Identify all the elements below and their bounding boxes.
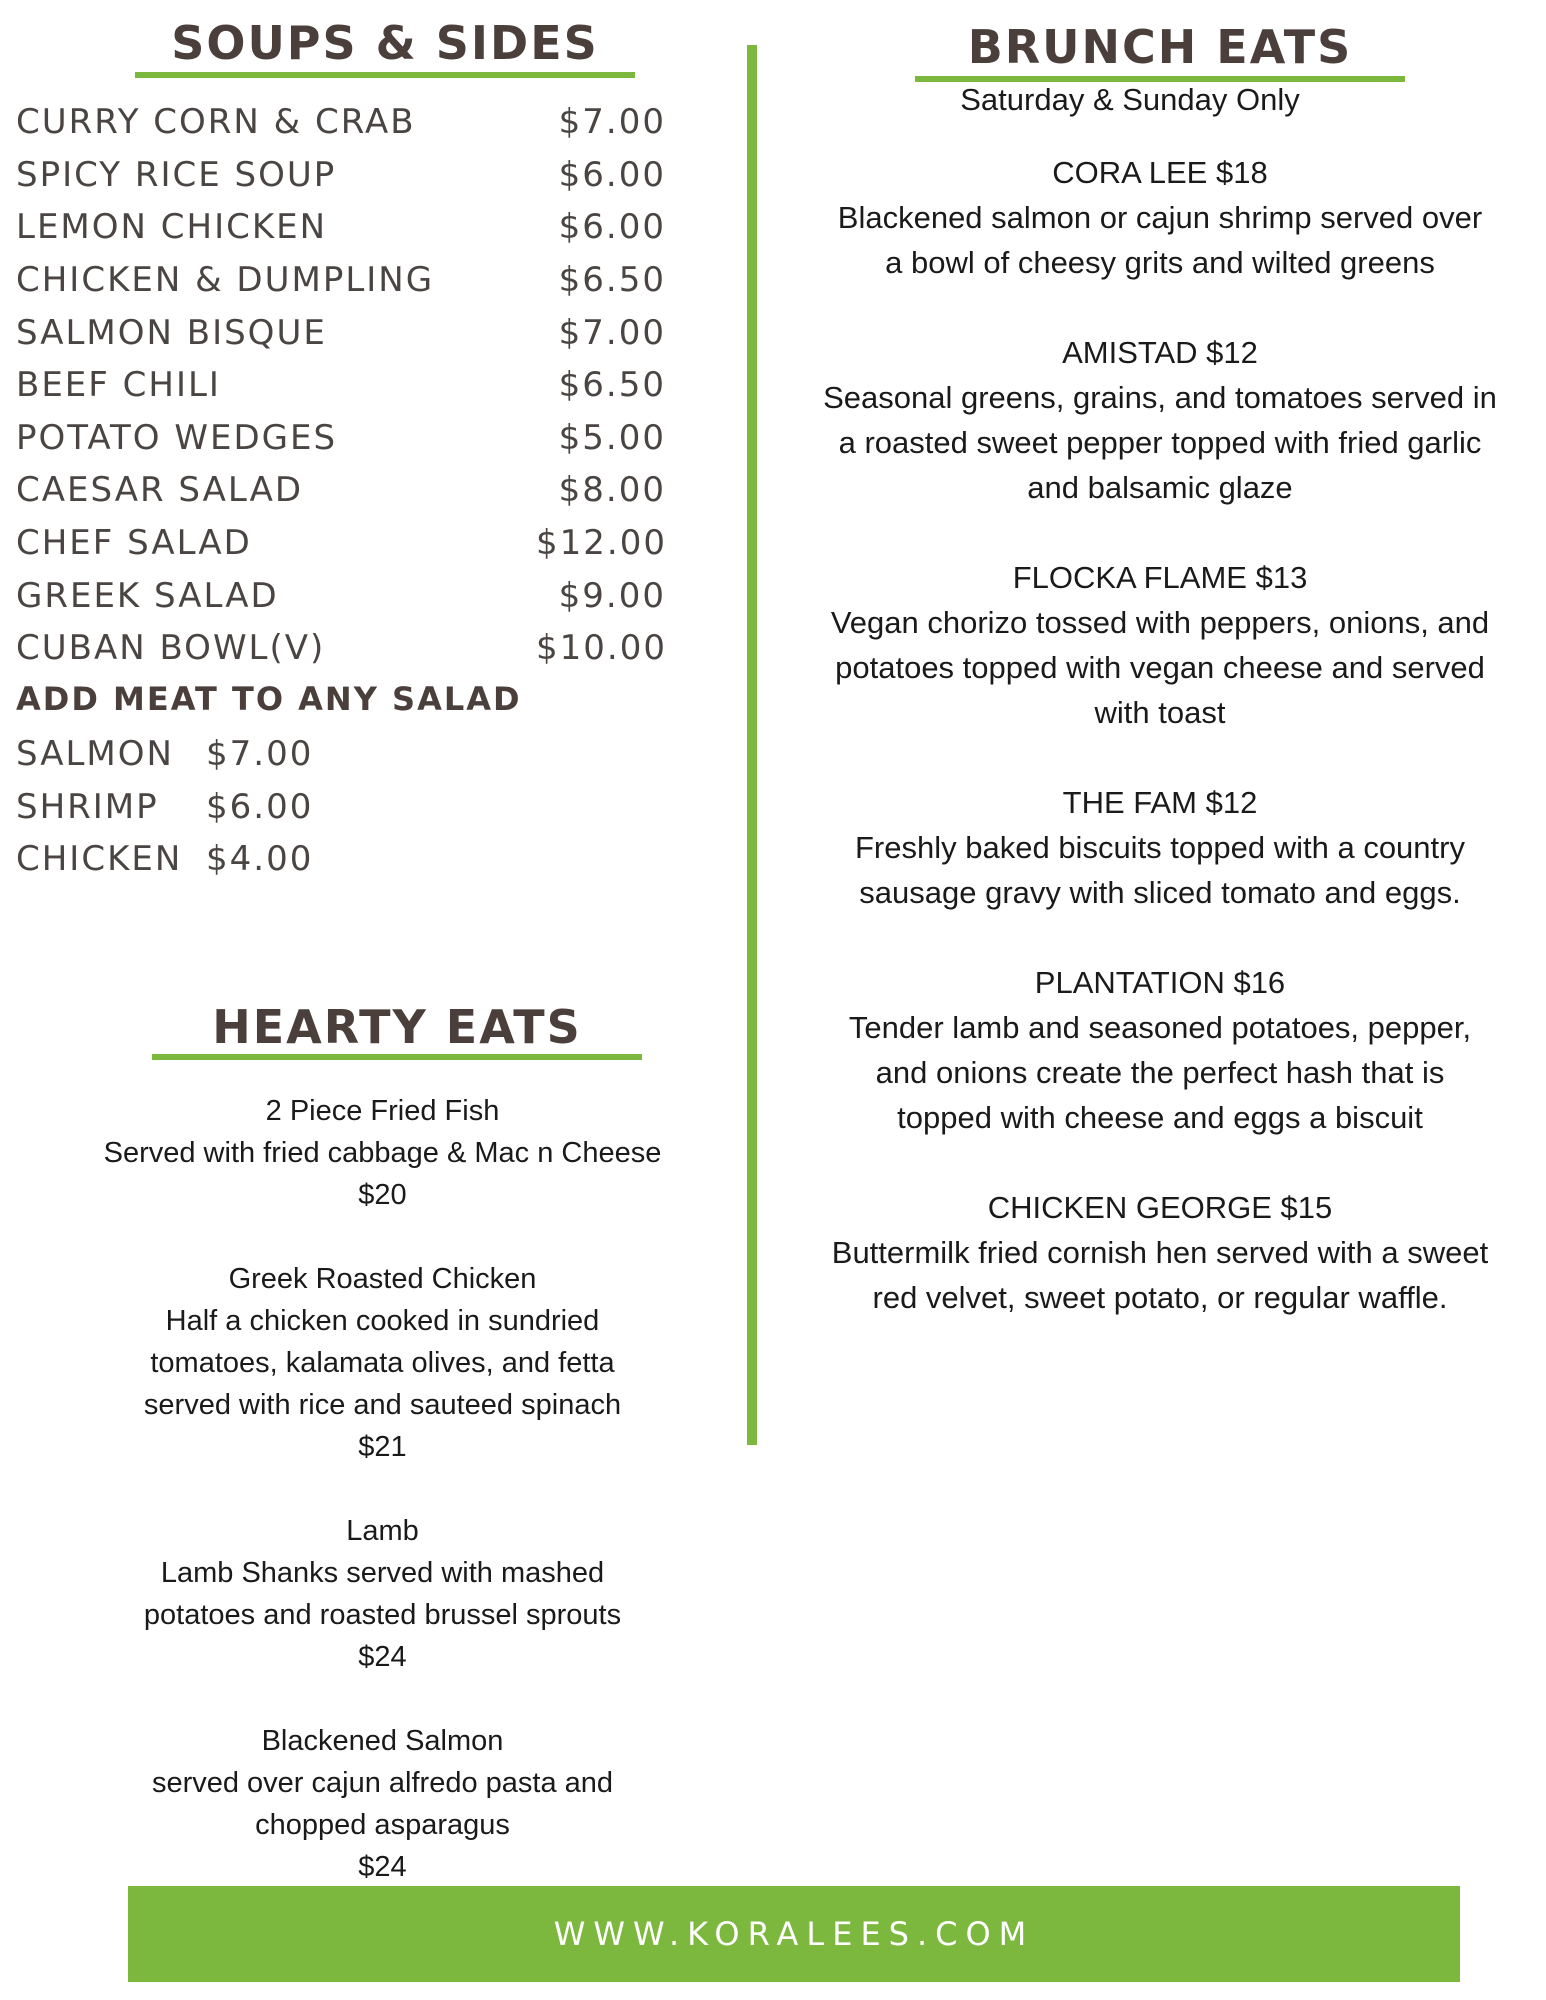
dish-line: $24 (358, 1641, 407, 1673)
brunch-menu-item (785, 780, 1535, 915)
menu-item-price: $7.00 (558, 102, 666, 143)
dish-line: served over cajun alfredo pasta and (151, 1767, 614, 1799)
dish-line: served with rice and sauteed spinach (143, 1389, 622, 1421)
menu-item-price: $9.00 (558, 575, 666, 616)
dish-line: red velvet, sweet potato, or regular waffle. (872, 1280, 1448, 1315)
dish-line: sausage gravy with sliced tomato and eggs. (859, 875, 1461, 910)
dish-line: Freshly baked biscuits topped with a country (855, 830, 1465, 865)
menu-item (16, 464, 666, 517)
hearty-menu-item (50, 1258, 715, 1468)
menu-item-name: SPICY RICE SOUP (16, 154, 337, 195)
dish-title: CORA LEE $18 (1052, 155, 1268, 190)
brunch-menu-item (785, 555, 1535, 735)
menu-item (16, 517, 666, 570)
dish-title: Lamb (346, 1515, 419, 1547)
brunch-menu-item (785, 1185, 1535, 1320)
soups-list (16, 96, 666, 675)
brunch-items (785, 150, 1535, 1365)
brunch-menu-item (785, 150, 1535, 285)
soups-heading-underline (135, 72, 635, 78)
meat-addon (16, 728, 313, 781)
menu-item-name: CURRY CORN & CRAB (16, 102, 416, 143)
menu-item-price: $10.00 (536, 628, 667, 669)
menu-item-price: $6.50 (558, 365, 666, 406)
menu-item-name: CAESAR SALAD (16, 470, 304, 511)
dish-line: Half a chicken cooked in sundried (165, 1305, 600, 1337)
brunch-menu-item (785, 960, 1535, 1140)
dish-title: 2 Piece Fried Fish (265, 1095, 500, 1127)
dish-line: a bowl of cheesy grits and wilted greens (885, 245, 1435, 280)
menu-item (16, 254, 666, 307)
meat-addon (16, 833, 313, 886)
dish-line: tomatoes, kalamata olives, and fetta (150, 1347, 615, 1379)
menu-item-name: BEEF CHILI (16, 365, 221, 406)
menu-item (16, 96, 666, 149)
menu-item-name: CHICKEN & DUMPLING (16, 260, 435, 301)
menu-item-name: CUBAN BOWL(V) (16, 628, 326, 669)
dish-line: and onions create the perfect hash that is (875, 1055, 1445, 1090)
hearty-heading-underline (152, 1054, 642, 1060)
website-link[interactable]: WWW.KORALEES.COM (553, 1915, 1035, 1953)
dish-line: a roasted sweet pepper topped with fried garlic (838, 425, 1482, 460)
dish-line: Seasonal greens, grains, and tomatoes served in (823, 380, 1497, 415)
dish-line: $21 (358, 1431, 407, 1463)
meat-addon-price: $6.00 (206, 786, 314, 827)
menu-item-price: $8.00 (558, 470, 666, 511)
dish-line: $20 (358, 1179, 407, 1211)
meat-list (16, 728, 313, 886)
dish-title: Blackened Salmon (261, 1725, 504, 1757)
menu-item-name: GREEK SALAD (16, 575, 279, 616)
meat-addon-price: $7.00 (206, 734, 314, 775)
dish-line: potatoes topped with vegan cheese and served (835, 650, 1485, 685)
hearty-menu-item (50, 1090, 715, 1216)
brunch-heading: BRUNCH EATS (967, 20, 1353, 74)
menu-item-price: $5.00 (558, 417, 666, 458)
menu-item-price: $7.00 (558, 312, 666, 353)
menu-item-price: $6.00 (558, 154, 666, 195)
dish-line: Tender lamb and seasoned potatoes, pepper, (848, 1010, 1472, 1045)
dish-line: and balsamic glaze (1027, 470, 1293, 505)
dish-line: topped with cheese and eggs a biscuit (897, 1100, 1423, 1135)
menu-item (16, 149, 666, 202)
dish-line: potatoes and roasted brussel sprouts (143, 1599, 622, 1631)
menu-item (16, 412, 666, 465)
menu-item (16, 622, 666, 675)
footer-banner (128, 1886, 1460, 1982)
menu-item (16, 201, 666, 254)
meat-addon-name: SHRIMP (16, 786, 159, 827)
hearty-items (50, 1090, 715, 1930)
brunch-subtitle: Saturday & Sunday Only (960, 82, 1300, 117)
menu-item-name: SALMON BISQUE (16, 312, 327, 353)
menu-item-price: $6.50 (558, 260, 666, 301)
dish-line: chopped asparagus (255, 1809, 510, 1841)
meat-addon-name: CHICKEN (16, 839, 183, 880)
menu-item-name: CHEF SALAD (16, 523, 252, 564)
dish-title: THE FAM $12 (1062, 785, 1258, 820)
add-meat-label: ADD MEAT TO ANY SALAD (16, 680, 522, 718)
menu-item-name: LEMON CHICKEN (16, 207, 328, 248)
meat-addon-price: $4.00 (206, 839, 314, 880)
column-divider (747, 45, 757, 1445)
dish-line: with toast (1094, 695, 1226, 730)
menu-item-name: POTATO WEDGES (16, 417, 338, 458)
dish-title: AMISTAD $12 (1062, 335, 1258, 370)
dish-line: Buttermilk fried cornish hen served with a sweet (831, 1235, 1489, 1270)
dish-line: $24 (358, 1851, 407, 1883)
hearty-menu-item (50, 1510, 715, 1678)
meat-addon-name: SALMON (16, 734, 174, 775)
hearty-menu-item (50, 1720, 715, 1888)
dish-title: Greek Roasted Chicken (228, 1263, 537, 1295)
dish-title: PLANTATION $16 (1034, 965, 1286, 1000)
dish-line: Vegan chorizo tossed with peppers, onions, and (830, 605, 1490, 640)
menu-item-price: $12.00 (536, 523, 667, 564)
menu-item (16, 306, 666, 359)
dish-line: Lamb Shanks served with mashed (160, 1557, 605, 1589)
menu-item (16, 569, 666, 622)
dish-line: Blackened salmon or cajun shrimp served over (837, 200, 1483, 235)
dish-line: Served with fried cabbage & Mac n Cheese (103, 1137, 662, 1169)
soups-heading: SOUPS & SIDES (171, 16, 599, 70)
menu-item-price: $6.00 (558, 207, 666, 248)
brunch-menu-item (785, 330, 1535, 510)
meat-addon (16, 781, 313, 834)
menu-item (16, 359, 666, 412)
hearty-heading: HEARTY EATS (212, 1000, 582, 1054)
dish-title: FLOCKA FLAME $13 (1012, 560, 1308, 595)
dish-title: CHICKEN GEORGE $15 (987, 1190, 1333, 1225)
